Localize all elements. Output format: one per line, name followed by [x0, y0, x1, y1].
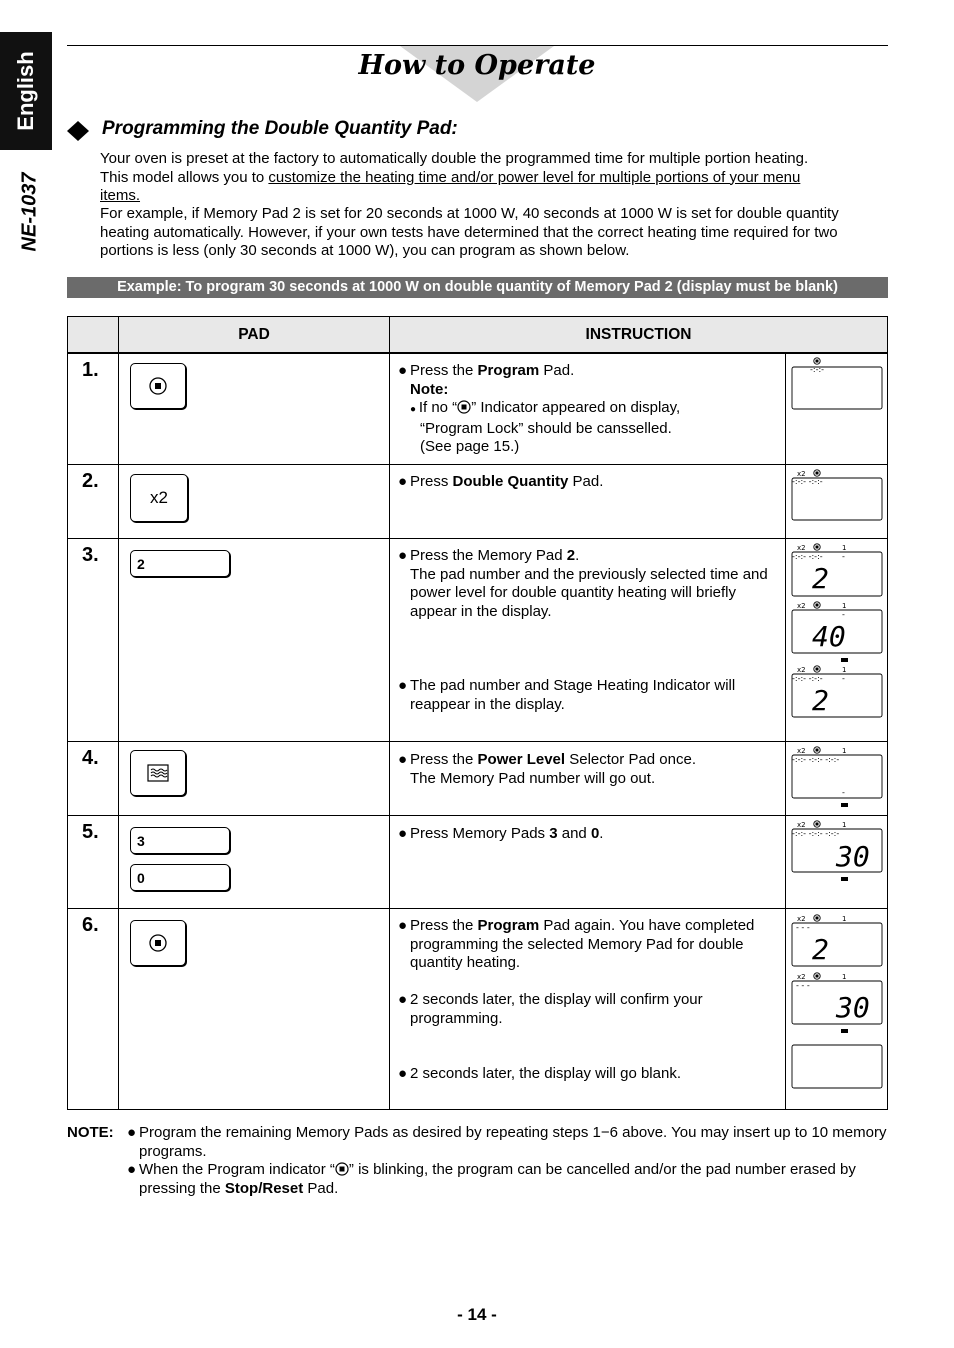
program-icon: [130, 363, 186, 409]
section-heading: Programming the Double Quantity Pad:: [102, 118, 458, 139]
display-digits: 30: [836, 840, 870, 873]
note-label: NOTE:: [67, 1124, 114, 1141]
header-pad: PAD: [119, 317, 389, 352]
step-6-instruction-3: ● 2 seconds later, the display will go blank.: [398, 1065, 681, 1082]
intro-paragraph-2: For example, if Memory Pad 2 is set for 20 seconds at 1000 W, 40 seconds at 1000 W is set for double quantity heating automatically. However, if your own tests have determined that the correct heating time required for two portions is less (only 30 seconds at 1000 W), you can program as shown below.: [100, 205, 839, 259]
display-step-3b: [790, 600, 884, 668]
svg-text:-: -: [842, 788, 845, 797]
svg-text:1: 1: [842, 973, 847, 981]
display-step-6c-blank: [790, 1043, 884, 1091]
display-step-2: [790, 468, 884, 522]
step-number-2: 2.: [82, 470, 99, 492]
svg-text:1: 1: [842, 602, 847, 610]
example-banner: Example: To program 30 seconds at 1000 W on double quantity of Memory Pad 2 (display must be blank): [67, 277, 888, 298]
program-indicator-icon: [457, 400, 471, 414]
display-x2-label: x2: [797, 470, 806, 478]
display-step-4: [790, 745, 884, 811]
svg-text:x2: x2: [797, 973, 806, 981]
step-number-6: 6.: [82, 914, 99, 936]
model-number: NE-1037: [18, 172, 41, 252]
step-6-instruction-2: ● 2 seconds later, the display will confirm your programming.: [398, 991, 703, 1027]
svg-text:-:-:- -:-:- -:-:-: -:-:- -:-:- -:-:-: [792, 755, 840, 764]
page-title: How to Operate: [358, 50, 596, 81]
step-6-instruction: ● Press the Program Pad again. You have completed programming the selected Memory Pad for double quantity heating.: [398, 917, 755, 971]
svg-text:x2: x2: [797, 747, 806, 755]
step-number-4: 4.: [82, 747, 99, 769]
svg-text:- - -: - - -: [796, 981, 810, 990]
step-2-instruction: ● Press Double Quantity Pad.: [398, 473, 604, 490]
language-label: English: [13, 51, 38, 131]
intro-paragraph-1: Your oven is preset at the factory to automatically double the programmed time for multiple portion heating. This model allows you to customize the heating time and/or power level for multiple portions of your menu items.: [100, 150, 809, 204]
display-step-3c: [790, 664, 884, 720]
svg-text:1: 1: [842, 747, 847, 755]
step-number-1: 1.: [82, 359, 99, 381]
display-step-3a: [790, 542, 884, 600]
step-number-3: 3.: [82, 544, 99, 566]
steps-table: [67, 316, 888, 1110]
diamond-bullet-icon: [67, 121, 89, 141]
display-digits: 40: [812, 620, 846, 653]
svg-text:-:-:- -:-:- -:-:-: -:-:- -:-:- -:-:-: [792, 829, 840, 838]
program-icon: [130, 920, 186, 966]
step-1-instruction: ● Press the Program Pad. Note: ● If no “ ” Indicator appeared on display, “Program Lock” should be cansselled. (See page 15.): [398, 362, 681, 455]
display-step-1: [790, 357, 884, 411]
display-step-5: [790, 819, 884, 885]
display-step-6b: [790, 971, 884, 1039]
step-3-instruction: ● Press the Memory Pad 2. The pad number and the previously selected time and power level for double quantity heating will briefly appear in the display.: [398, 547, 768, 620]
memory-pad-3-button[interactable]: 3: [130, 827, 230, 854]
svg-text:-:-:- -:-:-: -:-:- -:-:-: [792, 552, 823, 561]
program-pad-button-again[interactable]: [130, 920, 186, 966]
svg-text:-:-:- -:-:-: -:-:- -:-:-: [792, 477, 823, 486]
page-number: - 14 -: [457, 1305, 497, 1324]
double-quantity-pad-button[interactable]: x2: [130, 474, 188, 522]
svg-text:x2: x2: [797, 602, 806, 610]
display-step-6a: [790, 913, 884, 971]
power-level-icon: [130, 750, 186, 796]
svg-text:-: -: [842, 674, 845, 683]
header-blank-cell: [68, 317, 118, 352]
memory-pad-0-button[interactable]: 0: [130, 864, 230, 891]
step-number-5: 5.: [82, 821, 99, 843]
svg-text:x2: x2: [797, 915, 806, 923]
svg-text:-:-:-: -:-:-: [810, 365, 825, 374]
display-digits: 2: [812, 933, 829, 966]
program-indicator-icon: [335, 1162, 349, 1176]
svg-text:-: -: [842, 610, 845, 619]
display-digits: 2: [812, 684, 829, 717]
svg-text:- - -: - - -: [796, 923, 810, 932]
svg-text:1: 1: [842, 821, 847, 829]
display-digits: 2: [812, 562, 829, 595]
power-level-pad-button[interactable]: [130, 750, 186, 796]
note-item-1: ● Program the remaining Memory Pads as desired by repeating steps 1−6 above. You may insert up to 10 memory programs.: [127, 1124, 887, 1160]
step-5-instruction: ● Press Memory Pads 3 and 0.: [398, 825, 604, 842]
svg-text:x2: x2: [797, 666, 806, 674]
header-instruction: INSTRUCTION: [390, 317, 887, 352]
svg-text:-: -: [842, 552, 845, 561]
svg-text:x2: x2: [797, 821, 806, 829]
svg-text:1: 1: [842, 544, 847, 552]
svg-text:1: 1: [842, 915, 847, 923]
display-digits: 30: [836, 991, 870, 1024]
svg-text:-:-:- -:-:-: -:-:- -:-:-: [792, 674, 823, 683]
step-3-instruction-2: ● The pad number and Stage Heating Indicator will reappear in the display.: [398, 677, 736, 713]
program-pad-button[interactable]: [130, 363, 186, 409]
memory-pad-2-button[interactable]: 2: [130, 550, 230, 577]
svg-text:x2: x2: [797, 544, 806, 552]
note-item-2: ● When the Program indicator “ ” is blinking, the program can be cancelled and/or the pad number erased by pressing the Stop/Reset Pad.: [127, 1161, 856, 1197]
step-4-instruction: ● Press the Power Level Selector Pad once. The Memory Pad number will go out.: [398, 751, 696, 787]
svg-text:1: 1: [842, 666, 847, 674]
